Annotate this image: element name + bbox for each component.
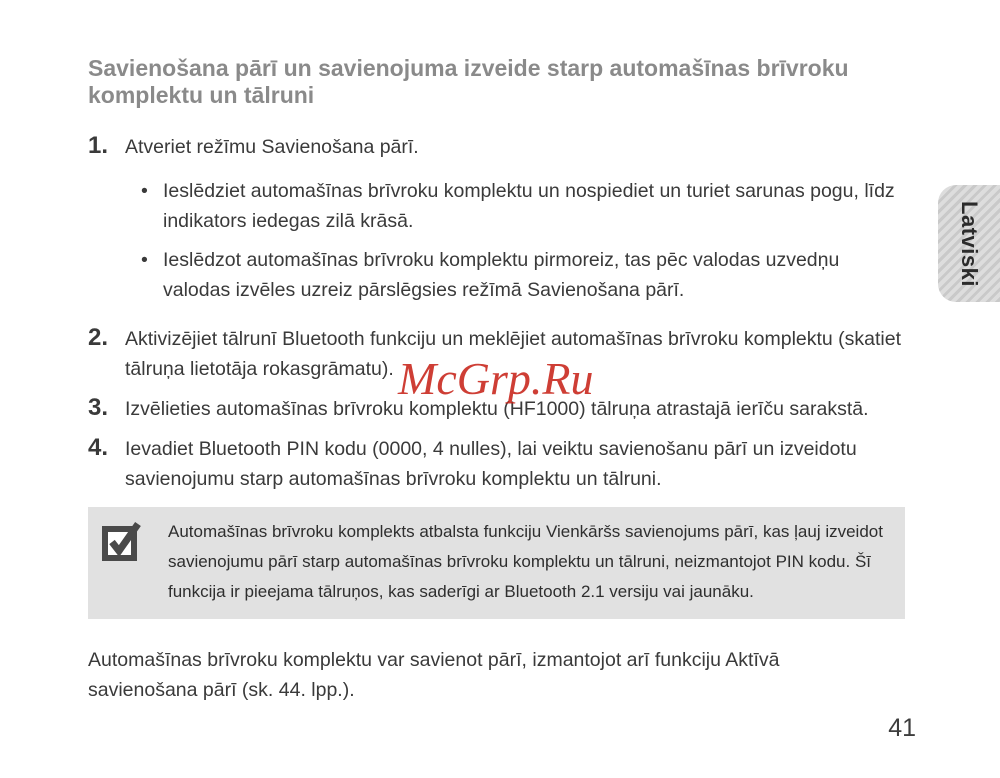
bullet-marker: •	[141, 180, 148, 202]
bullet-text: Ieslēdziet automašīnas brīvroku komplektu un nospiediet un turiet sarunas pogu, līdz indikators iedegas zilā krāsā.	[163, 180, 895, 232]
page-number: 41	[888, 714, 916, 742]
list-item	[141, 245, 908, 305]
watermark-text: McGrp.Ru	[398, 353, 594, 404]
step-1	[88, 132, 908, 314]
step-2-number: 2.	[88, 324, 109, 351]
language-tab-label: Latviski	[957, 200, 982, 287]
checked-checkbox-icon	[100, 519, 144, 568]
bullet-marker: •	[141, 249, 148, 271]
note-box	[88, 507, 905, 619]
page-title: Savienošana pārī un savienojuma izveide starp automašīnas brīvroku komplektu un tālruni	[88, 55, 849, 108]
bullet-text: Ieslēdzot automašīnas brīvroku komplektu pirmoreiz, tas pēc valodas uzvedņu valodas izvēles uzreiz pārslēgsies režīmā Savienošana pārī.	[163, 249, 840, 301]
step-3-number: 3.	[88, 394, 109, 421]
page-content	[88, 55, 908, 705]
step-4-number: 4.	[88, 434, 109, 461]
step-1-number: 1.	[88, 132, 109, 159]
step-1-text: Atveriet režīmu Savienošana pārī.	[125, 136, 419, 158]
note-text: Automašīnas brīvroku komplekts atbalsta funkciju Vienkāršs savienojums pārī, kas ļauj izveidot savienojumu pārī starp automašīnas brīvroku komplektu un tālruni, neizmantojot PIN kodu. Šī funkcija ir pieejama tālruņos, kas saderīgi ar Bluetooth 2.1 versiju vai jaunāku.	[168, 522, 883, 601]
step-2-text: Aktivizējiet tālrunī Bluetooth funkciju un meklējiet automašīnas brīvroku komplektu (skatiet tālruņa lietotāja rokasgrāmatu).	[125, 328, 902, 380]
step-4-text: Ievadiet Bluetooth PIN kodu (0000, 4 nulles), lai veiktu savienošanu pārī un izveidotu savienojumu starp automašīnas brīvroku komplektu un tālruni.	[125, 438, 857, 490]
step-1-bullets	[125, 176, 908, 305]
step-3-text: Izvēlieties automašīnas brīvroku komplektu (HF1000) tālruņa atrastajā ierīču sarakstā.	[125, 398, 869, 420]
step-2	[88, 324, 908, 384]
step-3	[88, 394, 908, 424]
step-1-body	[125, 132, 908, 314]
footer-paragraph: Automašīnas brīvroku komplektu var savienot pārī, izmantojot arī funkciju Aktīvā savienošana pārī (sk. 44. lpp.).	[88, 649, 780, 701]
list-item	[141, 176, 908, 236]
language-tab	[938, 185, 1000, 302]
step-4	[88, 434, 908, 494]
